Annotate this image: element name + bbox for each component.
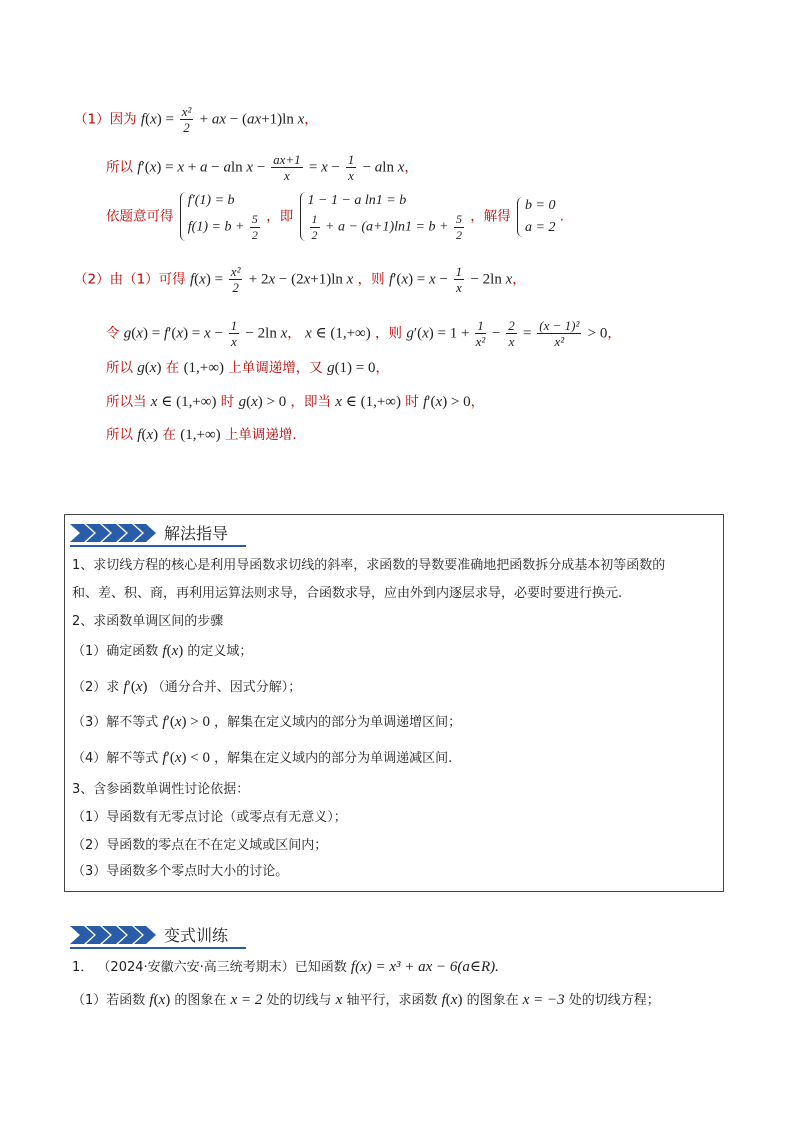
solution-part2-line2: 令 g(x) = f′(x) = x − $\frac{1}{x}$ − 2ln x， x ∈ (1,+∞) ，则 g′(x) = 1 + $\frac{1}{\text{x²}}$ − $\frac{2}{x}$ = $\frac{\text{(x − 1)²}}{\text{x²}}$ > 0， [106,318,621,349]
solution-part2-line5: 所以 f(x) 在 (1,+∞) 上单调递增. [106,427,297,443]
guide-item2: 2、求函数单调区间的步骤 [72,614,224,629]
solution-part2-line1: （2）由（1）可得 f(x) = $\frac{\text{x²}}{2}$ + 2x − (2x+1)ln x ，则 f′(x) = x − $\frac{1}{x}$ − 2ln x， [74,264,526,295]
method-guide-title: 解法指导 [164,524,229,543]
practice-question1-part1: （1）若函数 f(x) 的图象在 x = 2 处的切线与 x 轴平行，求函数 f(x) 的图象在 x = −3 处的切线方程； [72,992,660,1008]
guide-step3: （3）解不等式 f′(x) > 0 ，解集在定义域内的部分为单调递增区间； [72,714,462,730]
system-of-equations-2: 1 − 1 − a ln1 = b $\frac{1}{2}$ + a − (a+1)ln1 = b + $\frac{5}{2}$ [298,190,466,243]
guide-item3: 3、含参函数单调性讨论依据： [72,782,250,797]
chevron-arrows-icon [70,924,158,946]
guide-discussion1: （1）导函数有无零点讨论（或零点有无意义）； [72,810,347,825]
solution-part2-line4: 所以当 x ∈ (1,+∞) 时 g(x) > 0 ，即当 x ∈ (1,+∞) 时 f′(x) > 0， [106,394,485,410]
practice-question1: 1． （2024·安徽六安·高三统考期末）已知函数 f(x) = x³ + ax − 6(a∈R). [72,959,499,975]
solution-part1-line1: （1）因为 f(x) = $\frac{\text{x²}}{2}$ + ax − (ax+1)ln x， [74,104,318,135]
chevron-arrows-icon [70,522,158,544]
method-guide-title-underline [70,545,246,547]
guide-item1-line2: 和、差、积、商，再利用运算法则求导，合函数求导，应由外到内逐层求导，必要时要进行换元. [72,586,623,601]
system-solution: b = 0 a = 2 [515,195,555,239]
practice-title: 变式训练 [164,926,229,945]
solution-part1-line3: 依题意可得 f′(1) = b f(1) = b + $\frac{5}{2}$ ，即 1 − 1 − a ln1 = b $\frac{1}{2}$ + a − (a+1)ln1 = b + $\frac{5}{2}$ ，解得 b = 0 a = 2 . [106,190,564,243]
guide-item1-line1: 1、求切线方程的核心是利用导函数求切线的斜率，求函数的导数要准确地把函数拆分成基本初等函数的 [72,558,666,573]
guide-step1: （1）确定函数 f(x) 的定义域； [72,643,253,659]
guide-step4: （4）解不等式 f′(x) < 0 ，解集在定义域内的部分为单调递减区间. [72,750,453,766]
guide-discussion3: （3）导函数多个零点时大小的讨论。 [72,864,289,879]
solution-part2-line3: 所以 g(x) 在 (1,+∞) 上单调递增，又 g(1) = 0， [106,360,390,376]
guide-step2: （2）求 f′(x) （通分合并、因式分解）； [72,679,302,695]
practice-title-underline [70,947,246,949]
system-of-equations-1: f′(1) = b f(1) = b + $\frac{5}{2}$ [178,190,262,243]
guide-discussion2: （2）导函数的零点在不在定义域或区间内； [72,838,328,853]
solution-part1-line2: 所以 f′(x) = x + a − aln x − $\frac{ax+1}{x}$ = x − $\frac{1}{x}$ − aln x， [106,152,418,183]
